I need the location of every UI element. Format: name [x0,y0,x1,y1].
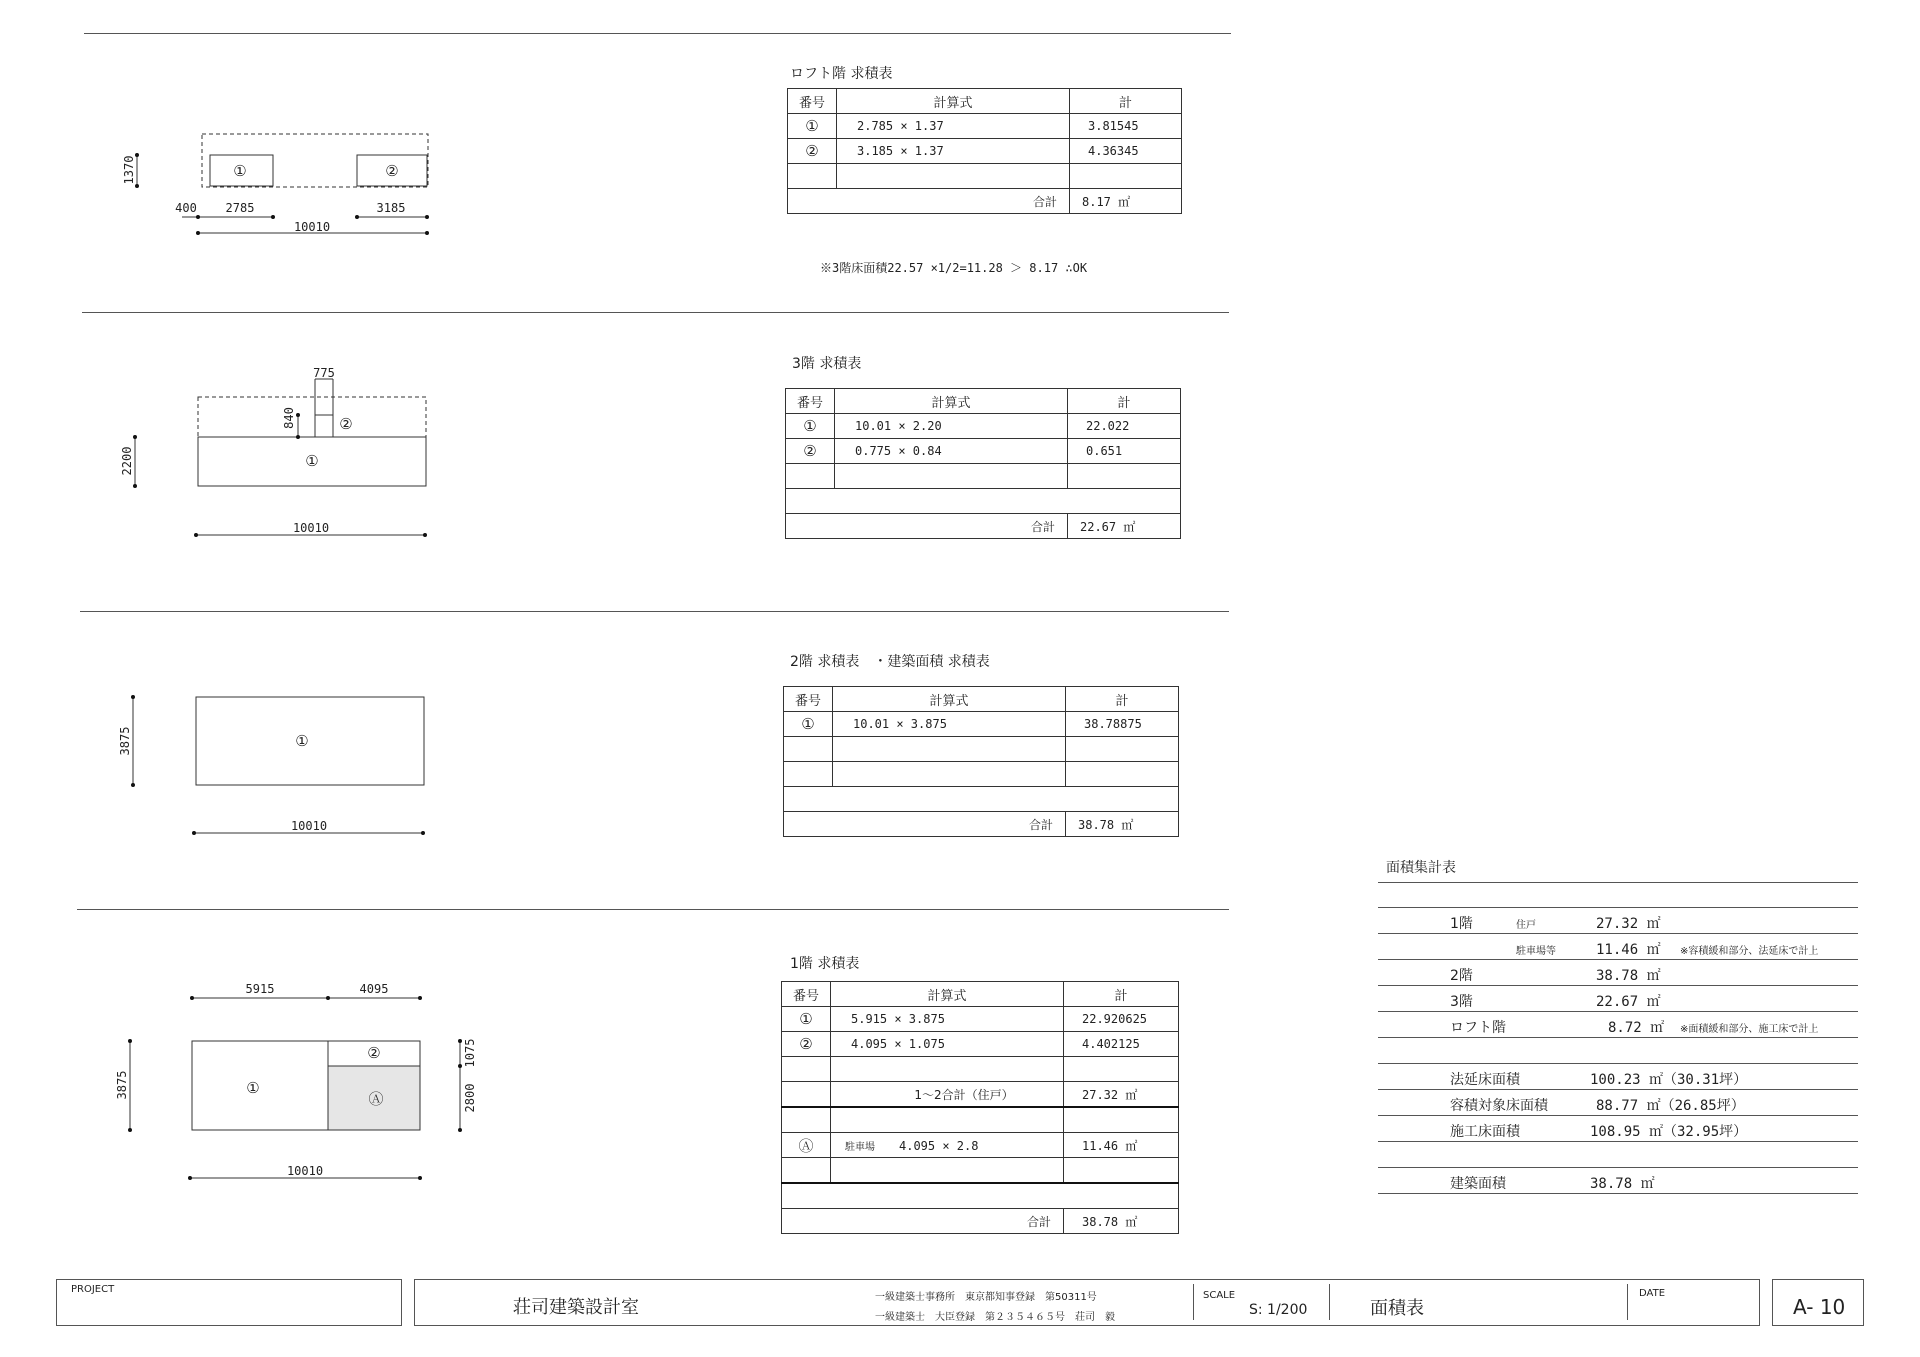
summary-row [1378,934,1858,960]
summary-label: 容積対象床面積 [1450,1098,1548,1114]
loft-dim-h: 1370 [122,155,136,185]
project-label: PROJECT [71,1284,115,1295]
f2-dim-h: 3875 [118,726,132,756]
loft-dim-c: 3185 [376,201,406,215]
summary-value: 11.46 ㎡ [1596,942,1661,958]
col-header-total: 計 [1064,982,1179,1007]
divider [1329,1284,1330,1320]
loft-dim-b: 2785 [225,201,255,215]
col-header-formula: 計算式 [837,89,1070,114]
row-total: 38.78875 [1066,712,1179,737]
row-total: 11.46 ㎡ [1064,1133,1179,1158]
row-number: ① [788,114,837,139]
loft-label-2: ② [385,162,399,180]
row-total: 4.36345 [1070,139,1182,164]
f3-label-1: ① [305,452,319,470]
row-formula: 4.095 × 1.075 [831,1032,1064,1057]
summary-label: 2階 [1450,968,1473,984]
title-block [414,1279,1760,1326]
f1-dim-d: 2800 [463,1083,477,1113]
row-formula: 10.01 × 2.20 [835,414,1068,439]
summary-note: ※容積緩和部分、法延床で計上 [1680,946,1819,957]
table-row [782,1133,1179,1158]
summary-row-spacer [1378,1142,1858,1168]
f3-dim-h: 2200 [120,446,134,476]
summary-label: 3階 [1450,994,1473,1010]
divider [1193,1284,1194,1320]
loft-area-table [787,88,1182,214]
summary-value: 22.67 ㎡ [1596,994,1661,1010]
summary-row [1378,1090,1858,1116]
f1-label-2: ② [367,1044,381,1062]
row-number: Ⓐ [782,1133,831,1158]
loft-dim-a: 400 [175,201,197,215]
table-row [786,414,1181,439]
col-header-no: 番号 [784,687,833,712]
col-header-formula: 計算式 [831,982,1064,1007]
summary-value: 27.32 ㎡ [1596,916,1661,932]
row-total: 3.81545 [1070,114,1182,139]
f1-dim-w: 10010 [286,1164,324,1178]
summary-label: 建築面積 [1450,1176,1506,1192]
f1-label-1: ① [246,1079,260,1097]
f3-dim-top: 775 [313,366,335,380]
col-header-formula: 計算式 [835,389,1068,414]
row-number: ② [786,439,835,464]
f2-label-1: ① [295,732,309,750]
row-number: ① [782,1007,831,1032]
scale-label: SCALE [1203,1290,1236,1301]
sum-value: 22.67 ㎡ [1068,514,1181,539]
summary-row-spacer [1378,1038,1858,1064]
drawing-title: 面積表 [1370,1298,1424,1319]
parking-formula: 4.095 × 2.8 [899,1138,979,1153]
summary-sub: 駐車場等 [1516,946,1556,957]
f3-dim-side: 840 [282,407,296,429]
f3-area-2 [315,415,333,437]
f1-label-A: Ⓐ [368,1090,384,1108]
row-number: ① [786,414,835,439]
sum-label: 合計 [784,812,1066,837]
table-row [788,114,1182,139]
sum-label: 合計 [782,1209,1064,1234]
summary-row [1378,1064,1858,1090]
scale-value: S: 1/200 [1249,1302,1308,1318]
summary-value: 38.78 ㎡ [1590,1176,1655,1192]
row-total: 22.920625 [1064,1007,1179,1032]
row-formula: 5.915 × 3.875 [831,1007,1064,1032]
row-total: 22.022 [1068,414,1181,439]
row-total: 4.402125 [1064,1032,1179,1057]
row-number: ② [782,1032,831,1057]
f3-label-2: ② [339,415,353,433]
row-number: ① [784,712,833,737]
sum-value: 8.17 ㎡ [1070,189,1182,214]
loft-dim-w: 10010 [293,220,331,234]
registration-office: 一級建築士事務所 東京都知事登録 第50311号 [875,1292,1097,1303]
area-summary-table [1378,883,1858,1194]
sum-value: 38.78 ㎡ [1064,1209,1179,1234]
f1-dim-c: 1075 [463,1038,477,1068]
f1-area-table [781,981,1179,1234]
summary-label: 1階 [1450,916,1473,932]
f1-table-title: 1階 求積表 [790,956,860,972]
summary-row [1378,1116,1858,1142]
table-row [786,439,1181,464]
row-total: 0.651 [1068,439,1181,464]
table-row [782,1032,1179,1057]
summary-sub: 住戸 [1516,920,1536,931]
f3-area-table [785,388,1181,539]
f2-dim-w: 10010 [290,819,328,833]
summary-value: 100.23 ㎡（30.31坪） [1590,1072,1748,1088]
summary-value: 38.78 ㎡ [1596,968,1661,984]
row-formula: 3.185 × 1.37 [837,139,1070,164]
row-number: ② [788,139,837,164]
divider [1627,1284,1628,1320]
f1-dim-b: 4095 [359,982,389,996]
col-header-total: 計 [1070,89,1182,114]
f3-outline [198,397,426,437]
f1-dim-a: 5915 [245,982,275,996]
project-box [56,1279,402,1326]
summary-label: ロフト階 [1450,1020,1506,1036]
summary-row [1378,1012,1858,1038]
date-label: DATE [1639,1288,1666,1299]
summary-row-spacer [1378,883,1858,908]
loft-table-title: ロフト階 求積表 [790,66,893,82]
summary-row [1378,1168,1858,1194]
summary-label: 施工床面積 [1450,1124,1520,1140]
f2-table-title: 2階 求積表 ・建築面積 求積表 [790,654,990,670]
sum-value: 38.78 ㎡ [1066,812,1179,837]
summary-row [1378,908,1858,934]
table-row [782,1007,1179,1032]
registration-architect: 一級建築士 大臣登録 第２３５４６５号 荘司 毅 [875,1312,1115,1323]
summary-note: ※面積緩和部分、施工床で計上 [1680,1024,1819,1035]
f3-dim-w: 10010 [292,521,330,535]
summary-value: 108.95 ㎡（32.95坪） [1590,1124,1748,1140]
summary-row [1378,960,1858,986]
table-row [788,139,1182,164]
row-formula: 10.01 × 3.875 [833,712,1066,737]
sheet-number-box [1772,1279,1864,1326]
col-header-total: 計 [1066,687,1179,712]
f3-table-title: 3階 求積表 [792,356,862,372]
col-header-no: 番号 [782,982,831,1007]
loft-check-note: ※3階床面積22.57 ×1/2=11.28 ＞ 8.17 ∴OK [820,261,1088,275]
col-header-no: 番号 [788,89,837,114]
subtotal-value: 27.32 ㎡ [1064,1082,1179,1108]
row-formula: 0.775 × 0.84 [835,439,1068,464]
table-row [784,712,1179,737]
col-header-no: 番号 [786,389,835,414]
sum-label: 合計 [788,189,1070,214]
col-header-formula: 計算式 [833,687,1066,712]
row-formula: 2.785 × 1.37 [837,114,1070,139]
row-formula [831,1133,1064,1158]
subtotal-label: 1～2合計（住戸） [831,1082,1064,1108]
summary-label: 法延床面積 [1450,1072,1520,1088]
sheet-number: A- 10 [1793,1295,1846,1319]
summary-value: 88.77 ㎡（26.85坪） [1596,1098,1745,1114]
summary-value: 8.72 ㎡ [1608,1020,1665,1036]
loft-label-1: ① [233,162,247,180]
col-header-total: 計 [1068,389,1181,414]
f2-area-table [783,686,1179,837]
office-name: 荘司建築設計室 [513,1297,639,1318]
f2-area-1 [196,697,424,785]
parking-label: 駐車場 [845,1141,875,1153]
summary-title: 面積集計表 [1386,860,1456,876]
summary-row [1378,986,1858,1012]
sum-label: 合計 [786,514,1068,539]
f1-dim-h: 3875 [115,1070,129,1100]
